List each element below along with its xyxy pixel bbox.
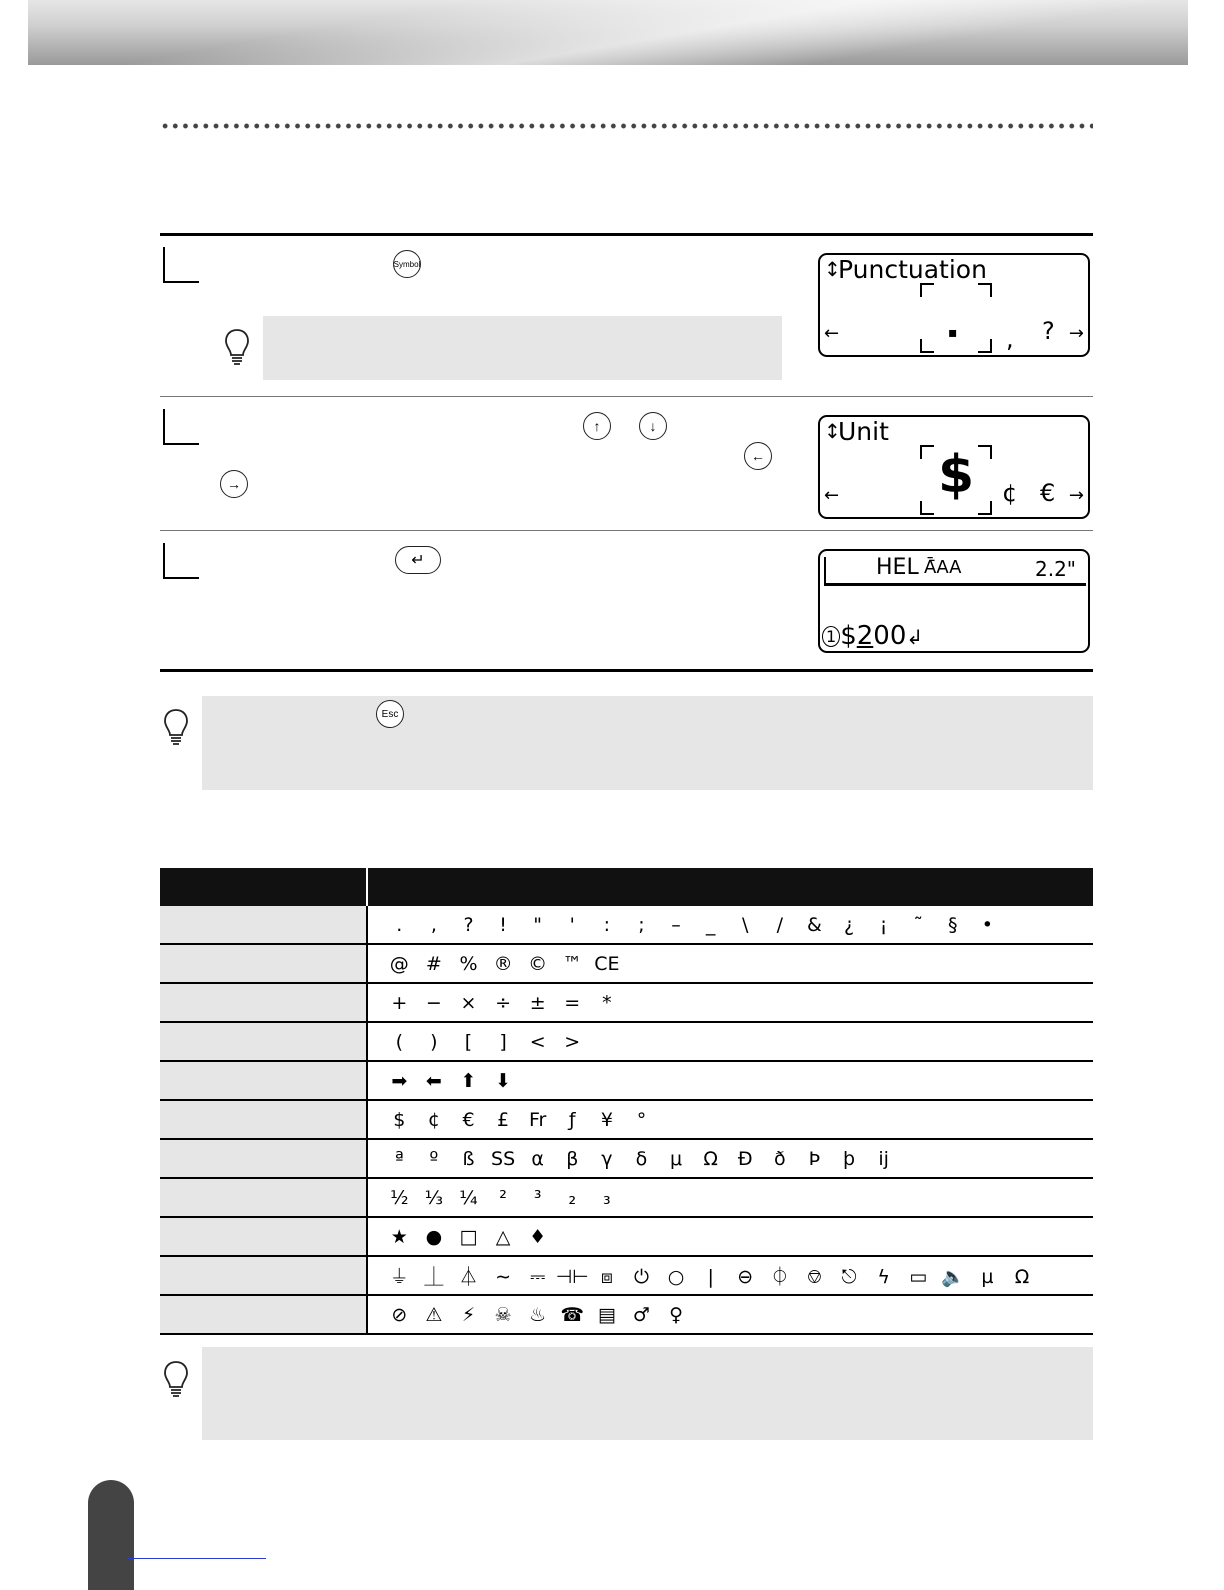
step-3-marker	[163, 543, 199, 579]
symbols-cell	[367, 1178, 1093, 1217]
symbol-glyph: □	[459, 1225, 478, 1248]
category-cell	[160, 1061, 367, 1100]
symbol-glyph: ▭	[909, 1266, 928, 1288]
symbol-glyph: Þ	[808, 1147, 821, 1170]
lightbulb-icon	[224, 328, 250, 366]
symbol-key-label: Symbol	[393, 259, 421, 269]
symbol-glyph: ½	[390, 1186, 409, 1209]
symbol-glyph: ☎	[560, 1303, 585, 1326]
symbol-glyph: &	[807, 913, 822, 936]
symbol-glyph: ▤	[597, 1303, 616, 1326]
symbol-glyph: ⚡	[461, 1303, 476, 1326]
symbol-glyph: ₃	[603, 1186, 611, 1209]
symbol-glyph: $	[393, 1108, 406, 1131]
symbol-glyph: %	[459, 952, 478, 975]
symbol-glyph: ³	[533, 1186, 542, 1209]
text-zeros: 00	[873, 621, 907, 651]
lcd-header-rule	[824, 583, 1086, 586]
lightbulb-icon	[163, 1360, 189, 1398]
symbols-cell	[367, 1295, 1093, 1334]
symbol-glyph: #	[425, 952, 442, 975]
left-arrow-icon: ←	[824, 485, 840, 506]
updown-arrow-icon: ↕	[824, 257, 841, 281]
symbol-glyph: △	[495, 1225, 511, 1248]
symbol-glyph: ™	[562, 952, 582, 975]
symbol-glyph: ¼	[459, 1186, 478, 1209]
symbol-glyph: =	[564, 991, 581, 1014]
table-row	[160, 944, 1093, 983]
down-key-icon	[639, 412, 667, 440]
lcd-category-title: Punctuation	[838, 255, 987, 284]
lcd-punctuation	[818, 253, 1090, 357]
symbol-glyph: ⧈	[600, 1266, 613, 1288]
symbol-glyph: –	[671, 913, 681, 936]
symbol-glyph: ⬇	[495, 1069, 512, 1092]
step-divider	[160, 396, 1093, 397]
symbol-glyph: ♀	[669, 1303, 683, 1326]
esc-key-icon	[376, 700, 404, 728]
symbol-glyph: /	[776, 913, 784, 936]
symbol-glyph: ?	[463, 913, 474, 936]
step-divider-bottom	[160, 669, 1093, 672]
table-row	[160, 906, 1093, 944]
table-header	[160, 868, 1093, 906]
table-row	[160, 1295, 1093, 1334]
updown-arrow-icon: ↕	[824, 419, 841, 443]
category-cell	[160, 983, 367, 1022]
symbol-glyph: Đ	[737, 1147, 753, 1170]
category-cell	[160, 1022, 367, 1061]
symbol-glyph: º	[429, 1147, 439, 1170]
return-mark-icon: ↲	[906, 625, 924, 649]
lcd-left-bar	[824, 557, 826, 585]
symbol-glyph: [	[464, 1030, 473, 1053]
symbol-glyph: ♨	[529, 1303, 547, 1326]
category-cell	[160, 1217, 367, 1256]
up-key-icon	[583, 412, 611, 440]
step-2-marker	[163, 409, 199, 445]
symbol-glyph: ⬅	[425, 1069, 442, 1092]
symbol-glyph: ß	[462, 1147, 475, 1170]
symbol-glyph: CE	[594, 952, 620, 975]
left-arrow-icon: ←	[824, 323, 840, 344]
right-arrow-icon: →	[1068, 485, 1084, 506]
table-row	[160, 983, 1093, 1022]
header-banner	[28, 0, 1188, 65]
next-symbol-2: ?	[1042, 317, 1055, 345]
symbol-glyph: α	[531, 1147, 544, 1170]
page-side-tab	[88, 1480, 134, 1590]
current-symbol: $	[938, 445, 975, 505]
symbol-glyph: ○	[667, 1266, 685, 1288]
table-row	[160, 1178, 1093, 1217]
table-row	[160, 1100, 1093, 1139]
next-symbol-1: ,	[1006, 325, 1014, 353]
right-key-icon	[220, 470, 248, 498]
symbol-glyph: _	[705, 913, 716, 936]
symbols-cell	[367, 906, 1093, 944]
step-1-tip-box	[263, 316, 782, 380]
symbol-glyph: SS	[491, 1147, 516, 1170]
symbol-glyph: ;	[638, 913, 645, 936]
footer-link-line	[128, 1558, 266, 1559]
symbol-glyph: ⏃	[458, 1266, 478, 1288]
symbol-glyph: :	[603, 913, 611, 936]
lcd-text-line	[822, 621, 923, 651]
symbol-glyph: ±	[529, 991, 546, 1014]
table-body	[160, 906, 1093, 1334]
symbol-glyph: ¢	[427, 1108, 440, 1131]
enter-key-label: ↵	[411, 552, 425, 569]
symbols-cell	[367, 983, 1093, 1022]
banner-shine	[28, 0, 1188, 65]
left-key-label: ←	[751, 448, 765, 464]
symbol-glyph: Fr	[528, 1108, 547, 1131]
symbol-glyph: ©	[528, 952, 548, 975]
symbol-glyph: ₂	[568, 1186, 577, 1209]
symbol-glyph: ]	[499, 1030, 507, 1053]
symbol-glyph: £	[497, 1108, 510, 1131]
symbol-glyph: ⎋	[841, 1266, 857, 1288]
text-cursor-char: 2	[856, 621, 874, 651]
category-cell	[160, 944, 367, 983]
lcd-category-title: Unit	[838, 417, 889, 446]
symbol-glyph: ð	[774, 1147, 786, 1170]
symbol-glyph: δ	[635, 1147, 648, 1170]
lcd-length: 2.2"	[1034, 557, 1076, 581]
next-symbol-2: €	[1040, 479, 1056, 507]
symbol-glyph: ⎊	[806, 1266, 823, 1288]
symbol-glyph: ×	[460, 991, 477, 1014]
symbol-glyph: "	[533, 913, 543, 936]
symbol-glyph: (	[395, 1030, 403, 1053]
symbol-glyph: ⏻	[633, 1266, 649, 1288]
symbol-key-icon	[393, 250, 421, 278]
step-1-marker	[163, 247, 199, 283]
symbol-glyph: +	[391, 991, 408, 1014]
symbol-glyph: ®	[493, 952, 513, 975]
symbol-glyph: −	[425, 991, 442, 1014]
dotted-separator	[160, 123, 1093, 129]
symbol-glyph: \	[742, 913, 749, 936]
symbol-glyph: °	[636, 1108, 647, 1131]
symbol-glyph: €	[462, 1108, 475, 1131]
symbol-glyph: ★	[390, 1225, 408, 1248]
category-cell	[160, 1178, 367, 1217]
symbol-glyph: ª	[394, 1147, 404, 1170]
header-category	[160, 868, 367, 906]
table-row	[160, 1256, 1093, 1295]
symbol-glyph: |	[707, 1266, 714, 1288]
up-key-label: ↑	[593, 418, 601, 434]
symbol-glyph: §	[948, 913, 958, 936]
symbol-glyph: ➡	[391, 1069, 408, 1092]
right-key-label: →	[227, 476, 241, 492]
header-symbols	[367, 868, 1093, 906]
symbol-glyph: Ω	[1014, 1266, 1030, 1288]
symbol-glyph: ˜	[913, 913, 923, 936]
category-cell	[160, 1100, 367, 1139]
symbol-glyph: ♦	[529, 1225, 547, 1248]
symbol-glyph: 🔈	[940, 1266, 965, 1288]
line-number-marker: 1	[822, 626, 840, 647]
symbol-glyph: ⏚	[389, 1266, 409, 1288]
lightbulb-icon	[163, 708, 189, 746]
text-dollar: $	[840, 621, 857, 651]
symbol-glyph: μ	[670, 1147, 683, 1170]
symbol-glyph: γ	[601, 1147, 613, 1170]
symbol-glyph: !	[499, 913, 507, 936]
symbol-glyph: ¡	[879, 913, 888, 936]
symbol-glyph: ĳ	[878, 1147, 889, 1170]
symbol-glyph: *	[602, 991, 612, 1014]
category-cell	[160, 1256, 367, 1295]
symbol-glyph: þ	[842, 1147, 856, 1170]
step-divider-top	[160, 233, 1093, 236]
symbol-glyph: ƒ	[568, 1108, 576, 1131]
symbols-cell	[367, 1217, 1093, 1256]
symbols-cell	[367, 1256, 1093, 1295]
next-symbol-1: ¢	[1002, 479, 1018, 507]
symbols-cell	[367, 944, 1093, 983]
symbol-glyph: ☠	[494, 1303, 512, 1326]
cancel-tip-box	[202, 696, 1093, 790]
symbol-glyph: ⊣⊢	[555, 1266, 589, 1288]
symbol-glyph: @	[389, 952, 409, 975]
symbols-cell	[367, 1100, 1093, 1139]
down-key-label: ↓	[649, 418, 657, 434]
symbol-glyph: β	[566, 1147, 579, 1170]
right-arrow-icon: →	[1068, 323, 1084, 344]
lcd-text-entry	[818, 549, 1090, 653]
symbol-glyph: >	[564, 1030, 581, 1053]
symbol-glyph: ⊘	[391, 1303, 408, 1326]
symbol-glyph: ⎓	[530, 1266, 546, 1288]
symbol-glyph: )	[430, 1030, 438, 1053]
symbol-glyph: µ	[981, 1266, 994, 1288]
table-row	[160, 1139, 1093, 1178]
esc-key-label: Esc	[381, 708, 399, 720]
symbol-glyph: ⊖	[737, 1266, 754, 1288]
current-symbol: ▪	[948, 325, 958, 341]
symbol-glyph: Ω	[703, 1147, 718, 1170]
symbol-glyph: ∼	[495, 1266, 512, 1288]
symbol-glyph: ¿	[843, 913, 855, 936]
category-cell	[160, 906, 367, 944]
lcd-font-name: HEL	[876, 555, 919, 580]
symbol-glyph: ⚠	[425, 1303, 443, 1326]
symbols-cell	[367, 1061, 1093, 1100]
symbols-cell	[367, 1022, 1093, 1061]
symbol-glyph: ϟ	[877, 1266, 890, 1288]
step-divider	[160, 530, 1093, 531]
symbol-glyph: ⏀	[770, 1266, 790, 1288]
lcd-unit	[818, 415, 1090, 519]
symbol-glyph: ⅓	[424, 1186, 444, 1209]
symbol-glyph: ÷	[495, 991, 512, 1014]
symbol-glyph: ♂	[632, 1303, 650, 1326]
symbol-glyph: <	[529, 1030, 546, 1053]
table-row	[160, 1061, 1093, 1100]
table-row	[160, 1022, 1093, 1061]
symbol-glyph: .	[396, 913, 403, 936]
symbol-glyph: ²	[499, 1186, 507, 1209]
symbol-table	[160, 868, 1093, 1335]
left-key-icon	[744, 442, 772, 470]
symbol-glyph: ●	[425, 1225, 443, 1248]
category-cell	[160, 1139, 367, 1178]
symbol-glyph: ⬆	[460, 1069, 477, 1092]
symbol-glyph: ¥	[600, 1108, 613, 1131]
selection-cursor	[920, 283, 992, 353]
lcd-style-icon: Ā̄AA	[924, 557, 962, 578]
symbol-glyph: ⏊	[424, 1266, 444, 1288]
symbols-cell	[367, 1139, 1093, 1178]
category-cell	[160, 1295, 367, 1334]
bottom-tip-box	[202, 1347, 1093, 1440]
symbol-glyph: ,	[430, 913, 437, 936]
enter-key-icon	[395, 546, 441, 574]
table-row	[160, 1217, 1093, 1256]
symbol-glyph: '	[569, 913, 575, 936]
symbol-glyph: •	[981, 913, 993, 936]
